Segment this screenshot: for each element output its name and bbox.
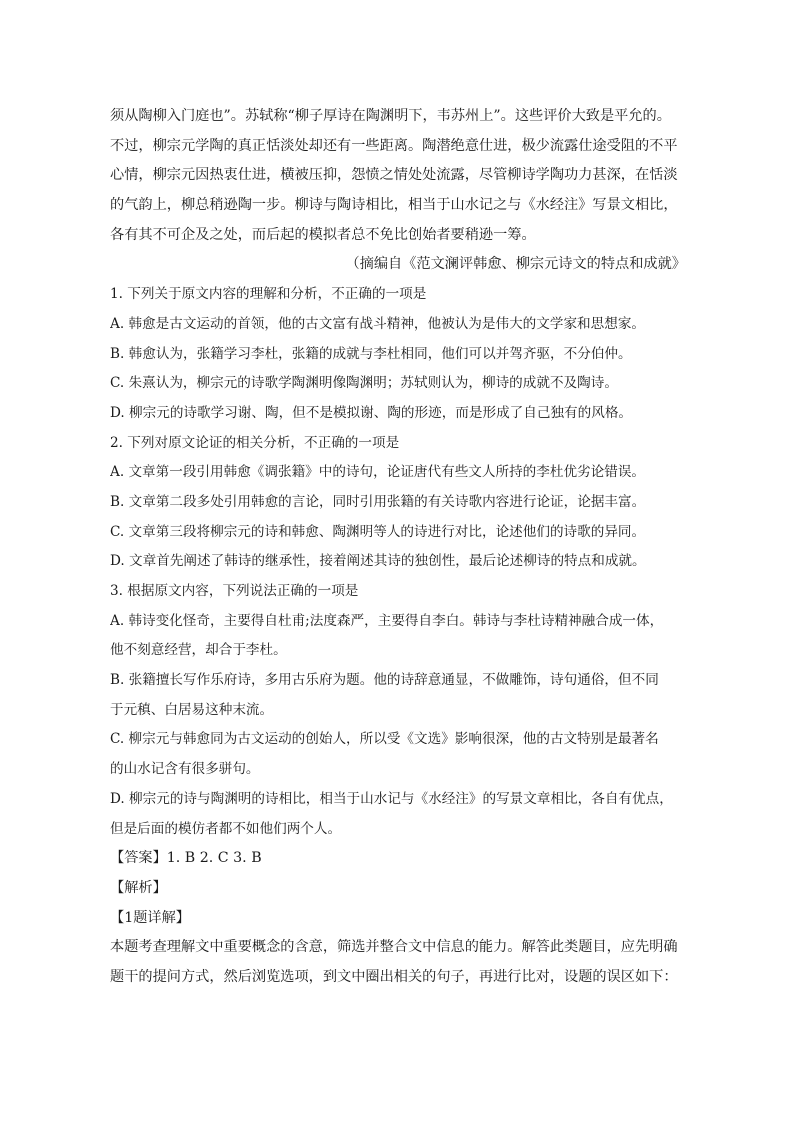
option-b: B. 张籍擅长写作乐府诗，多用古乐府为题。他的诗辞意通显，不做雕饰，诗句通俗，但不同 — [110, 672, 659, 689]
option-b: B. 文章第二段多处引用韩愈的言论，同时引用张籍的有关诗歌内容进行论证，论据丰富。 — [110, 493, 646, 510]
answer-line: 【答案】1. B 2. C 3. B — [110, 850, 262, 867]
question-2 — [110, 429, 686, 577]
option-a: A. 韩诗变化怪奇，主要得自杜甫;法度森严，主要得自李白。韩诗与李杜诗精神融合成一体， — [110, 612, 664, 629]
question-1 — [110, 280, 686, 428]
option-d: D. 柳宗元的诗歌学习谢、陶，但不是模拟谢、陶的形迹，而是形成了自己独有的风格。 — [110, 404, 633, 421]
analysis-header: 【解析】 — [110, 879, 167, 896]
document-page — [110, 102, 686, 993]
option-c-cont: 的山水记含有很多骈句。 — [110, 761, 260, 778]
question-stem: 3. 根据原文内容，下列说法正确的一项是 — [110, 583, 359, 599]
option-a-cont: 他不刻意经营，却合于李杜。 — [110, 642, 287, 659]
passage-line: 各有其不可企及之处，而后起的模拟者总不免比创始者要稍逊一筹。 — [110, 226, 536, 243]
passage — [110, 102, 686, 280]
passage-line: 心情，柳宗元因热衷仕进，横被压抑，怨愤之情处处流露，尽管柳诗学陶功力甚深，在恬淡 — [110, 167, 678, 184]
option-d: D. 文章首先阐述了韩诗的继承性，接着阐述其诗的独创性，最后论述柳诗的特点和成就。 — [110, 553, 646, 570]
option-b: B. 韩愈认为，张籍学习李杜，张籍的成就与李杜相同，他们可以并驾齐驱，不分伯仲。 — [110, 345, 632, 362]
option-b-cont: 于元稹、白居易这种末流。 — [110, 701, 274, 718]
detail-line: 题干的提问方式，然后浏览选项，到文中圈出相关的句子，再进行比对，设题的误区如下： — [110, 968, 678, 985]
option-d-cont: 但是后面的模仿者都不如他们两个人。 — [110, 820, 342, 837]
passage-line: 的气韵上，柳总稍逊陶一步。柳诗与陶诗相比，相当于山水记之与《水经注》写景文相比， — [110, 197, 678, 214]
question-3 — [110, 577, 686, 844]
option-c: C. 柳宗元与韩愈同为古文运动的创始人，所以受《文选》影响很深，他的古文特别是最著名 — [110, 731, 659, 748]
option-a: A. 韩愈是古文运动的首领，他的古文富有战斗精神，他被认为是伟大的文学家和思想家。 — [110, 315, 646, 332]
option-d: D. 柳宗元的诗与陶渊明的诗相比，相当于山水记与《水经注》的写景文章相比，各自有优点， — [110, 790, 673, 807]
option-a: A. 文章第一段引用韩愈《调张籍》中的诗句，论证唐代有些文人所持的李杜优劣论错误。 — [110, 464, 646, 481]
passage-source: （摘编自《范文澜评韩愈、柳宗元诗文的特点和成就》 — [345, 256, 686, 273]
detail-line: 本题考查理解文中重要概念的含意，筛选并整合文中信息的能力。解答此类题目，应先明确 — [110, 939, 678, 956]
passage-line: 须从陶柳入门庭也”。苏轼称“柳子厚诗在陶渊明下，韦苏州上”。这些评价大致是平允的。 — [110, 108, 671, 124]
option-c: C. 文章第三段将柳宗元的诗和韩愈、陶渊明等人的诗进行对比，论述他们的诗歌的异同。 — [110, 523, 646, 540]
question-stem: 2. 下列对原文论证的相关分析，不正确的一项是 — [110, 434, 400, 451]
passage-line: 不过，柳宗元学陶的真正恬淡处却还有一些距离。陶潜绝意仕进，极少流露仕途受阻的不平 — [110, 137, 678, 154]
detail-header: 【1题详解】 — [110, 909, 190, 926]
option-c: C. 朱熹认为，柳宗元的诗歌学陶渊明像陶渊明；苏轼则认为，柳诗的成就不及陶诗。 — [110, 375, 618, 392]
question-stem: 1. 下列关于原文内容的理解和分析，不正确的一项是 — [110, 286, 427, 303]
